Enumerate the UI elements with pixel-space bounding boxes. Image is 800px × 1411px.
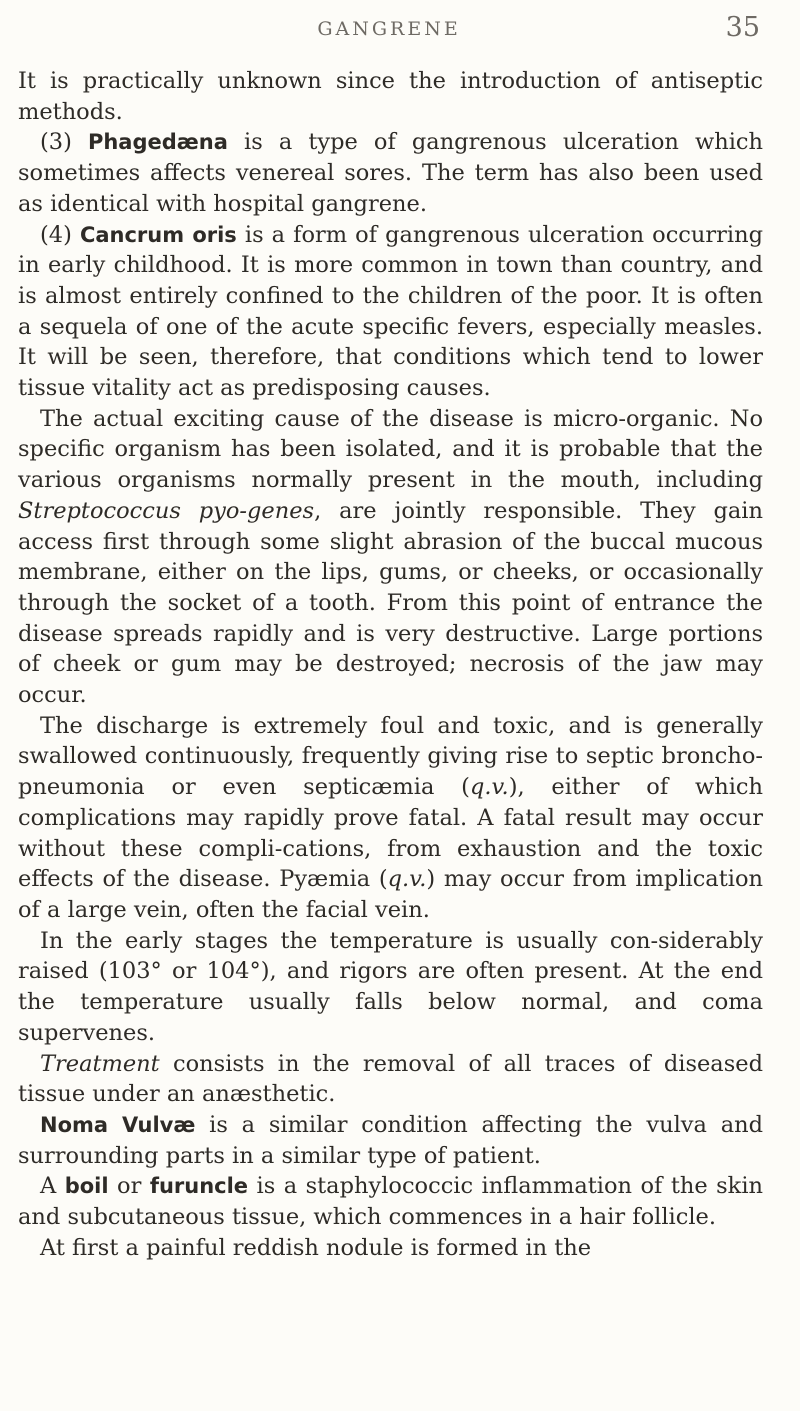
- page-header: [18, 0, 760, 60]
- term-noma-vulvae: Noma Vulvæ: [40, 1112, 196, 1137]
- paragraph-nodule: [18, 1233, 763, 1264]
- cross-reference: q.v.: [469, 774, 509, 801]
- paragraph-text: The actual exciting cause of the disease is micro-organic. No specific organism has been isolated, and it is probable that the various organisms normally present in the mouth, including: [18, 405, 763, 494]
- paragraph-text: is a staphylococcic inflammation of the skin and subcutaneous tissue, which commences in a hair follicle.: [18, 1173, 764, 1231]
- paragraph-text: It is practically unknown since the introduction of antiseptic methods.: [18, 68, 763, 125]
- paragraph-text: is a similar condition affecting the vulva and surrounding parts in a similar type of patient.: [18, 1111, 763, 1169]
- item-number: (4): [40, 221, 80, 248]
- organism-name: Streptococcus pyo-genes: [18, 497, 315, 524]
- paragraph-noma-vulvae: [18, 1110, 763, 1171]
- paragraph-text: ), either of which complications may rapidly prove fatal. A fatal result may occur without these compli-cations, from exhaustion and the toxic effects of the disease. Pyæmia (: [18, 774, 763, 893]
- paragraph-phagedaena: [18, 127, 763, 219]
- treatment-heading: Treatment: [40, 1050, 160, 1077]
- term-furuncle: furuncle: [149, 1174, 249, 1199]
- paragraph-text: The discharge is extremely foul and toxic, and is generally swallowed continuously, frequently giving rise to septic broncho-pneumonia or even septicæmia (: [18, 712, 763, 801]
- paragraph-text: is a type of gangrenous ulceration which sometimes affects venereal sores. The term has also been used as identical with hospital gangrene.: [18, 129, 763, 217]
- cross-reference: q.v.: [387, 866, 427, 893]
- paragraph-text: consists in the removal of all traces of diseased tissue under an anæsthetic.: [18, 1050, 763, 1108]
- paragraph-exciting-cause: [18, 404, 763, 711]
- paragraph-text: , are jointly responsible. They gain access first through some slight abrasion of the buccal mucous membrane, either on the lips, gums, or cheeks, or occasionally through the socket of a tooth. From this point of entrance the disease spreads rapidly and is very destructive. Large portions of cheek or gum may be destroyed; necrosis of the jaw may occur.: [18, 497, 763, 709]
- paragraph-continuation: [18, 66, 763, 127]
- paragraph-discharge: [18, 711, 763, 926]
- term-phagedaena: Phagedæna: [87, 130, 228, 155]
- paragraph-boil: [18, 1171, 763, 1232]
- paragraph-text: or: [108, 1173, 150, 1200]
- page-number: 35: [725, 12, 760, 43]
- running-head: GANGRENE: [317, 18, 461, 40]
- paragraph-cancrum-oris: [18, 220, 763, 404]
- item-number: (3): [40, 129, 88, 156]
- paragraph-text: In the early stages the temperature is usually con-siderably raised (103° or 104°), and rigors are often present. At the end the temperature usually falls below normal, and coma supervenes.: [18, 927, 763, 1046]
- paragraph-text: is a form of gangrenous ulceration occurring in early childhood. It is more common in town than country, and is almost entirely confined to the children of the poor. It is often a sequela of one of the acute specific fevers, especially measles. It will be seen, therefore, that conditions which tend to lower tissue vitality act as predisposing causes.: [18, 221, 763, 402]
- paragraph-text: A: [40, 1173, 65, 1200]
- paragraph-text: At first a painful reddish nodule is formed in the: [40, 1234, 592, 1261]
- term-cancrum-oris: Cancrum oris: [79, 222, 237, 247]
- paragraph-treatment: [18, 1049, 763, 1110]
- term-boil: boil: [64, 1174, 109, 1199]
- paragraph-text: ) may occur from implication of a large vein, often the facial vein.: [18, 866, 763, 923]
- paragraph-temperature: [18, 926, 763, 1049]
- body-text: [18, 66, 763, 1263]
